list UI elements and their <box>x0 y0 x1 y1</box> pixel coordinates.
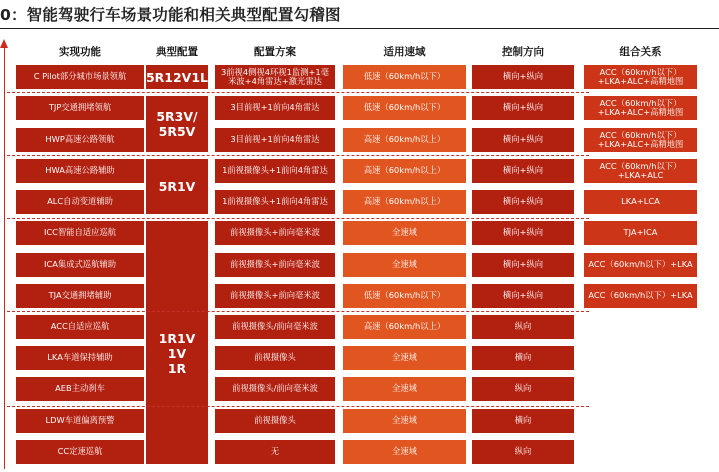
combo-cell: ACC（60km/h以下）+LKA+ALC <box>584 159 697 183</box>
plan-cell: 无 <box>215 440 335 464</box>
function-cell: ACC自适应巡航 <box>16 315 144 339</box>
function-cell: CC定速巡航 <box>16 440 144 464</box>
plan-cell: 3目前视+1前向4角雷达 <box>215 96 335 120</box>
plan-cell: 前视摄像头/前向毫米波 <box>215 315 335 339</box>
plan-cell: 前视摄像头+前向毫米波 <box>215 253 335 277</box>
function-cell: ICC智能自适应巡航 <box>16 221 144 245</box>
combo-cell: ACC（60km/h以下）+LKA+ALC+高精地图 <box>584 128 697 152</box>
config-cell: 5R3V/ 5R5V <box>146 96 208 152</box>
plan-cell: 1前视摄像头+1前向4角雷达 <box>215 190 335 214</box>
speed-cell: 低速（60km/h以下） <box>343 96 466 120</box>
header-control: 控制方向 <box>502 46 544 58</box>
control-cell: 横向+纵向 <box>472 284 574 308</box>
control-cell: 横向+纵向 <box>472 159 574 183</box>
control-cell: 纵向 <box>472 440 574 464</box>
function-cell: LDW车道偏离预警 <box>16 409 144 433</box>
config-cell: 5R12V1L <box>146 65 208 89</box>
speed-cell: 全速域 <box>343 409 466 433</box>
combo-cell: ACC（60km/h以下）+LKA+ALC+高精地图 <box>584 96 697 120</box>
config-cell: 5R1V <box>146 159 208 214</box>
speed-cell: 全速域 <box>343 253 466 277</box>
header-plan: 配置方案 <box>254 46 296 58</box>
speed-cell: 低速（60km/h以下） <box>343 284 466 308</box>
control-cell: 横向+纵向 <box>472 190 574 214</box>
control-cell: 横向 <box>472 409 574 433</box>
control-cell: 横向+纵向 <box>472 96 574 120</box>
function-cell: TJA交通拥堵辅助 <box>16 284 144 308</box>
combo-cell: ACC（60km/h以下）+LKA <box>584 284 697 308</box>
plan-cell: 前视摄像头/前向毫米波 <box>215 377 335 401</box>
plan-cell: 前视摄像头 <box>215 346 335 370</box>
vertical-axis-line <box>4 46 5 469</box>
speed-cell: 全速域 <box>343 440 466 464</box>
speed-cell: 全速域 <box>343 221 466 245</box>
config-cell: 1R1V 1V 1R <box>146 221 208 464</box>
title-underline <box>0 28 719 29</box>
control-cell: 纵向 <box>472 377 574 401</box>
header-speed: 适用速域 <box>383 46 426 58</box>
speed-cell: 全速域 <box>343 377 466 401</box>
plan-cell: 1前视摄像头+1前向4角雷达 <box>215 159 335 183</box>
function-cell: HWA高速公路辅助 <box>16 159 144 183</box>
function-cell: LKA车道保持辅助 <box>16 346 144 370</box>
function-cell: ALC自动变道辅助 <box>16 190 144 214</box>
combo-cell: ACC（60km/h以下）+LKA <box>584 253 697 277</box>
control-cell: 横向+纵向 <box>472 65 574 89</box>
plan-cell: 前视摄像头 <box>215 409 335 433</box>
speed-cell: 高速（60km/h以上） <box>343 128 466 152</box>
group-separator <box>7 311 589 312</box>
group-separator <box>7 218 589 219</box>
header-config: 典型配置 <box>156 46 198 58</box>
function-cell: C Pilot部分城市场景领航 <box>16 65 144 89</box>
control-cell: 纵向 <box>472 315 574 339</box>
speed-cell: 高速（60km/h以上） <box>343 315 466 339</box>
speed-cell: 全速域 <box>343 346 466 370</box>
group-separator <box>7 92 589 93</box>
control-cell: 横向 <box>472 346 574 370</box>
group-separator <box>7 406 589 407</box>
function-cell: ICA集成式巡航辅助 <box>16 253 144 277</box>
combo-cell: TJA+ICA <box>584 221 697 245</box>
combo-cell: ACC（60km/h以下）+LKA+ALC+高精地图 <box>584 65 697 89</box>
plan-cell: 前视摄像头+前向毫米波 <box>215 221 335 245</box>
combo-cell: LKA+LCA <box>584 190 697 214</box>
control-cell: 横向+纵向 <box>472 128 574 152</box>
page-title: 0：智能驾驶行车场景功能和相关典型配置勾稽图 <box>0 6 341 24</box>
plan-cell: 3目前视+1前向4角雷达 <box>215 128 335 152</box>
plan-cell: 3前视4侧视4环视1监测+1毫米波+4角雷达+激光雷达 <box>215 65 335 89</box>
header-function: 实现功能 <box>59 46 101 58</box>
speed-cell: 高速（60km/h以上） <box>343 190 466 214</box>
function-cell: AEB主动刹车 <box>16 377 144 401</box>
speed-cell: 高速（60km/h以上） <box>343 159 466 183</box>
speed-cell: 低速（60km/h以下） <box>343 65 466 89</box>
plan-cell: 前视摄像头+前向毫米波 <box>215 284 335 308</box>
header-combo: 组合关系 <box>619 46 662 58</box>
control-cell: 横向+纵向 <box>472 221 574 245</box>
control-cell: 横向+纵向 <box>472 253 574 277</box>
function-cell: HWP高速公路领航 <box>16 128 144 152</box>
function-cell: TJP交通拥堵领航 <box>16 96 144 120</box>
group-separator <box>7 155 589 156</box>
